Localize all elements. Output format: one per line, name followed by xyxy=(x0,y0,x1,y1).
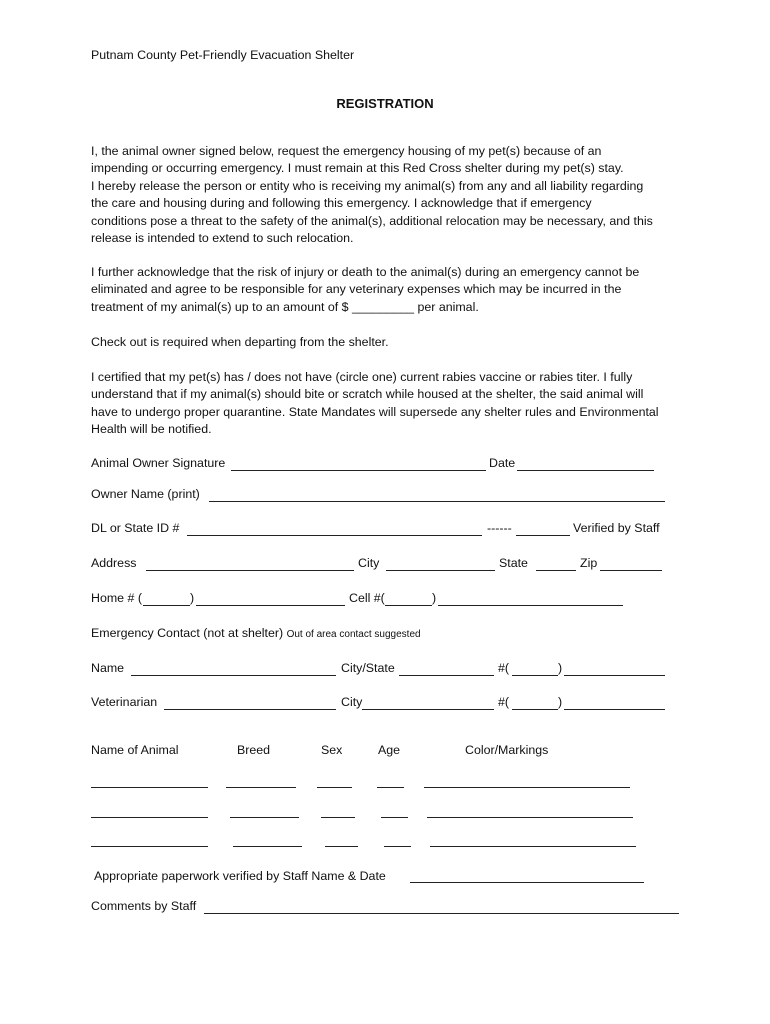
zip-label: Zip xyxy=(580,556,598,570)
form-title: REGISTRATION xyxy=(336,96,434,111)
release-line: the care and housing during and following this emergency. I acknowledge that if emergency xyxy=(91,196,592,211)
vet-area-code-line[interactable] xyxy=(512,709,558,710)
veterinarian-label: Veterinarian xyxy=(91,695,158,709)
owner-signature-label: Animal Owner Signature xyxy=(91,456,226,470)
animal-color-line[interactable] xyxy=(424,787,630,788)
vet-phone-close: ) xyxy=(558,695,563,709)
emergency-contact-note: Out of area contact suggested xyxy=(286,629,421,640)
checkout-line: Check out is required when departing from the shelter. xyxy=(91,335,389,349)
animal-name-line[interactable] xyxy=(91,787,208,788)
state-line[interactable] xyxy=(536,570,576,571)
emergency-contact-label: Emergency Contact (not at shelter) xyxy=(91,626,284,640)
expenses-line: treatment of my animal(s) up to an amount of $ _________ per animal. xyxy=(91,299,479,314)
cell-phone-line[interactable] xyxy=(438,605,623,606)
release-paragraph xyxy=(91,143,691,247)
zip-line[interactable] xyxy=(600,570,662,571)
animal-sex-line[interactable] xyxy=(317,787,352,788)
rabies-line: I certified that my pet(s) has / does not have (circle one) current rabies vaccine or rabies titer. I fully xyxy=(91,370,633,384)
city-line[interactable] xyxy=(386,570,495,571)
paperwork-verified-label: Appropriate paperwork verified by Staff Name & Date xyxy=(94,869,386,883)
owner-name-line[interactable] xyxy=(209,501,665,502)
rabies-paragraph xyxy=(91,369,691,439)
rabies-line: have to undergo proper quarantine. State Mandates will supersede any shelter rules and Environmental xyxy=(91,404,659,419)
animal-color-line[interactable] xyxy=(427,817,633,818)
vet-city-line[interactable] xyxy=(362,709,494,710)
contact-phone-close: ) xyxy=(558,661,563,675)
animal-name-line[interactable] xyxy=(91,817,208,818)
home-close-paren: ) xyxy=(190,591,195,605)
release-line: I, the animal owner signed below, request the emergency housing of my pet(s) because of an xyxy=(91,144,602,158)
date-line[interactable] xyxy=(517,470,654,471)
header-name-of-animal: Name of Animal xyxy=(91,743,179,757)
cell-close-paren: ) xyxy=(432,591,437,605)
release-line: impending or occurring emergency. I must remain at this Red Cross shelter during my pet(s) stay. xyxy=(91,161,624,176)
release-line: release is intended to extend to such relocation. xyxy=(91,231,354,246)
comments-label: Comments by Staff xyxy=(91,899,197,913)
shelter-header: Putnam County Pet-Friendly Evacuation Shelter xyxy=(91,48,355,62)
animal-name-line[interactable] xyxy=(91,846,208,847)
contact-name-label: Name xyxy=(91,661,125,675)
owner-name-label: Owner Name (print) xyxy=(91,487,200,501)
checkout-paragraph xyxy=(91,334,691,351)
address-line[interactable] xyxy=(146,570,354,571)
home-phone-label: Home # ( xyxy=(91,591,142,605)
expenses-line: I further acknowledge that the risk of injury or death to the animal(s) during an emergency cannot be xyxy=(91,265,640,279)
emergency-contact-heading xyxy=(91,625,421,643)
rabies-line: Health will be notified. xyxy=(91,422,212,437)
animal-breed-line[interactable] xyxy=(230,817,299,818)
animal-sex-line[interactable] xyxy=(325,846,358,847)
dl-state-id-label: DL or State ID # xyxy=(91,521,180,535)
verified-by-staff-label: Verified by Staff xyxy=(573,521,660,535)
paperwork-verified-line[interactable] xyxy=(410,882,644,883)
veterinary-expenses-paragraph xyxy=(91,264,691,316)
expenses-line: eliminated and agree to be responsible for any veterinary expenses which may be incurred in the xyxy=(91,282,622,297)
dl-state-id-line[interactable] xyxy=(187,535,482,536)
header-breed: Breed xyxy=(237,743,271,757)
animal-age-line[interactable] xyxy=(377,787,404,788)
contact-area-code-line[interactable] xyxy=(512,675,558,676)
header-color-markings: Color/Markings xyxy=(465,743,549,757)
contact-city-state-label: City/State xyxy=(341,661,395,675)
home-phone-line[interactable] xyxy=(196,605,345,606)
verified-by-staff-line[interactable] xyxy=(516,535,570,536)
dl-dashes: ------ xyxy=(487,521,512,535)
rabies-line: understand that if my animal(s) should bite or scratch while housed at the shelter, the said animal will xyxy=(91,387,644,402)
animal-breed-line[interactable] xyxy=(226,787,296,788)
cell-area-code-line[interactable] xyxy=(385,605,432,606)
veterinarian-line[interactable] xyxy=(164,709,336,710)
contact-name-line[interactable] xyxy=(131,675,336,676)
vet-phone-line[interactable] xyxy=(564,709,665,710)
animal-color-line[interactable] xyxy=(430,846,636,847)
header-sex: Sex xyxy=(321,743,343,757)
date-label: Date xyxy=(489,456,516,470)
contact-city-state-line[interactable] xyxy=(399,675,494,676)
release-line: conditions pose a threat to the safety of the animal(s), additional relocation may be necessary, and this xyxy=(91,213,653,228)
comments-line[interactable] xyxy=(204,913,679,914)
owner-signature-line[interactable] xyxy=(231,470,486,471)
contact-phone-line[interactable] xyxy=(564,675,665,676)
vet-phone-open: #( xyxy=(498,695,510,709)
animal-age-line[interactable] xyxy=(384,846,411,847)
city-label: City xyxy=(358,556,380,570)
contact-phone-open: #( xyxy=(498,661,510,675)
header-age: Age xyxy=(378,743,401,757)
vet-city-label: City xyxy=(341,695,363,709)
state-label: State xyxy=(499,556,528,570)
animal-breed-line[interactable] xyxy=(233,846,302,847)
cell-phone-label: Cell #( xyxy=(349,591,385,605)
release-line: I hereby release the person or entity who is receiving my animal(s) from any and all liability regarding xyxy=(91,178,644,193)
home-area-code-line[interactable] xyxy=(143,605,190,606)
animal-age-line[interactable] xyxy=(381,817,408,818)
address-label: Address xyxy=(91,556,137,570)
animal-sex-line[interactable] xyxy=(321,817,355,818)
